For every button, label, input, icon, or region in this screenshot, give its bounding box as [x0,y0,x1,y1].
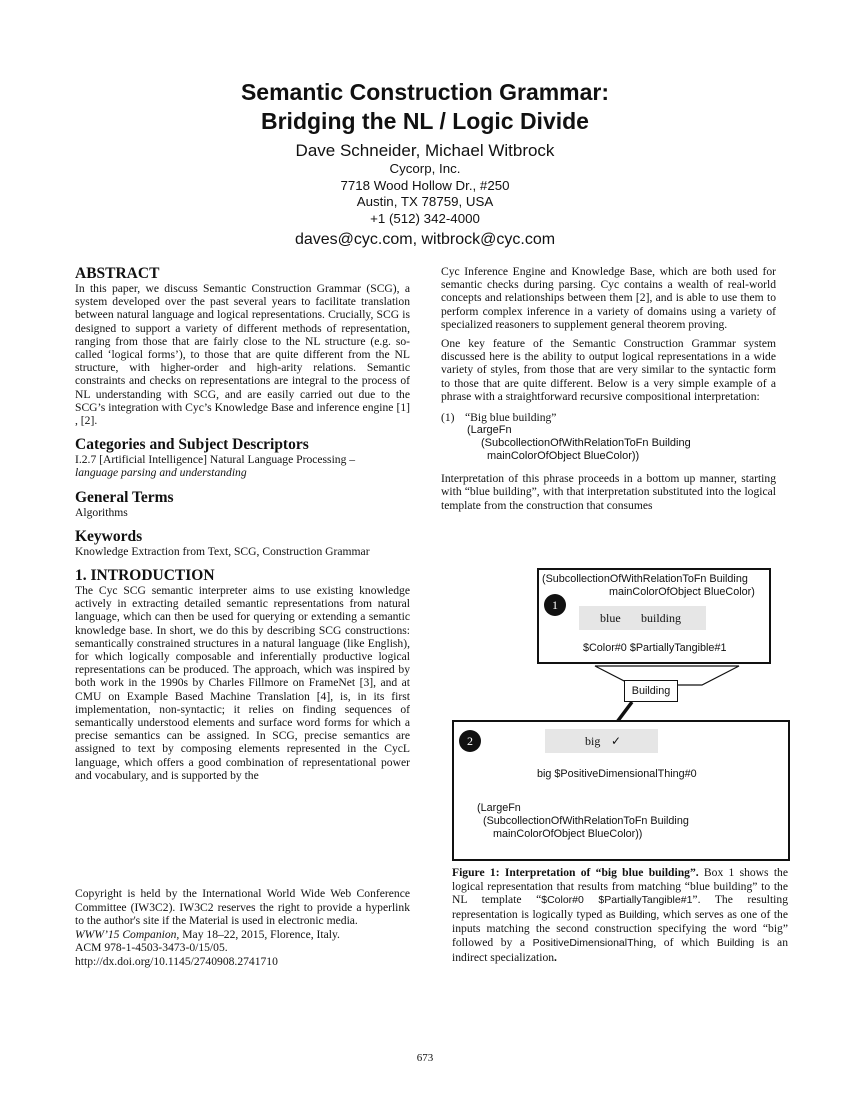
general-terms-text: Algorithms [75,505,128,519]
affiliation-city: Austin, TX 78759, USA [356,194,494,209]
copyright-text: Copyright is held by the International World Wide Web Conference Committee (IW3C2). IW3C2 reserves the right to provide a hyperlink to the author's site if the Material is used in electronic media. [75,887,410,928]
page-number: 673 [416,1052,434,1064]
venue-details: May 18–22, 2015, Florence, Italy. [179,927,340,941]
paper-title [0,78,850,136]
figure-1-caption [452,866,788,964]
categories-descriptor: I.2.7 [Artificial Intelligence] Natural Language Processing – [75,453,356,467]
authors: Dave Schneider, Michael Witbrock [295,141,555,160]
building-type-label: Building [624,680,678,702]
example-code [467,424,776,463]
general-terms-heading: General Terms [75,488,174,506]
copyright-block [75,887,410,969]
figure-box-2 [452,720,790,861]
caption-text-2: ”. The resulting representation is logically typed as [452,893,788,921]
box2-code-line-3: mainColorOfObject BlueColor)) [493,828,643,840]
check-icon: ✓ [611,734,622,748]
chip-word-building: building [641,611,682,625]
categories-text [75,453,410,479]
box2-word-chip [545,729,658,753]
example-number: (1) [441,411,455,425]
affiliation-org: Cycorp, Inc. [389,161,461,176]
right-column [441,265,776,512]
introduction-text: The Cyc SCG semantic interpreter aims to use existing knowledge actively in extracting detailed semantic representations from natural language, which can then be used for querying or extending a semantic knowledge base. In short, we do this by describing SCG constructions: semantically constrained structures in a natural language (like English), for which logically composable and inferentially productive logical representations can be produced. The approach, which was inspired by both work in the 1990s by Charles Fillmore on FrameNet [3], and at CMU on Example Based Machine Translation [4], is, in its first implementation, non-syntactic; it relies on finding sequences of semantically understood elements and surface word forms for which a precise semantics can be assigned. In SCG, precise semantics are assigned to text by composing elements represented in the CycL language, which offers a good combination of representational power and vocabulary, and is supported by the [75,584,410,782]
box1-number-badge: 1 [544,594,566,616]
caption-text-3: , which serves as one of the inputs matching the second construction specifying the word “big” followed by a [452,907,788,949]
example-code-line-2: (SubcollectionOfWithRelationToFn Building [481,437,691,450]
box2-code-line-1: (LargeFn [477,802,521,814]
caption-type-building-2: Building [716,936,755,949]
caption-text-5: is an indirect specialization [452,935,788,964]
title-line-2: Bridging the NL / Logic Divide [261,108,589,134]
example-1 [441,411,776,463]
categories-italic: language parsing and understanding [75,466,247,480]
acm-isbn: ACM 978-1-4503-3473-0/15/05. [75,941,228,955]
figure-box-1 [537,568,771,664]
affiliation [0,161,850,227]
figure-1 [452,563,788,859]
box2-number-badge: 2 [459,730,481,752]
keywords-text: Knowledge Extraction from Text, SCG, Construction Grammar [75,544,370,558]
caption-text-4: , of which [653,935,717,949]
author-emails: daves@cyc.com, witbrock@cyc.com [294,231,556,248]
box2-code-line-2: (SubcollectionOfWithRelationToFn Building [483,815,689,827]
right-para-2: One key feature of the Semantic Construction Grammar system discussed here is the ability to output logical representations in a wide variety of styles, from those that are very similar to the syntactic form to those that are quite different. Below is a very simple example of a phrase with a straightforward recursive compositional interpretation: [441,337,776,403]
caption-template: $Color#0 $PartiallyTangible#1 [541,894,693,907]
right-para-1: Cyc Inference Engine and Knowledge Base, which are both used for semantic checks during parsing. Cyc contains a wealth of real-world concepts and relationships between them [2], and is able to use them to perform complex inference in a variety of domains using a variety of specialized reasoners to supplement general theorem proving. [441,265,776,331]
caption-type-pdt: PositiveDimensionalThing [532,936,654,949]
title-line-1: Semantic Construction Grammar: [240,79,610,105]
example-code-line-3: mainColorOfObject BlueColor)) [487,450,640,463]
abstract-text: In this paper, we discuss Semantic Construction Grammar (SCG), a system developed over the past several years to facilitate translation between natural language and logical representations. Crucially, SCG is designed to support a variety of different methods of representation, ranging from those that are fairly close to the NL structure (e.g. so-called ‘logical forms’), to those that are quite different from the NL structure, with higher-order and high-arity relations. Semantic constraints and checks on representations are integral to the process of NL understanding with SCG, and are easily carried out due to the SCG’s integration with Cyc’s Knowledge Base and inference engine [1] , [2]. [75,282,410,428]
box1-line-1: (SubcollectionOfWithRelationToFn Building [542,573,748,585]
abstract-heading: ABSTRACT [75,265,160,282]
affiliation-street: 7718 Wood Hollow Dr., #250 [340,177,510,193]
example-code-line-1: (LargeFn [467,424,512,437]
example-phrase: “Big blue building” [465,411,557,425]
caption-period: . [554,950,557,964]
introduction-heading: 1. INTRODUCTION [75,567,215,585]
box2-template: big $PositiveDimensionalThing#0 [537,768,697,780]
caption-type-building: Building [619,908,657,921]
doi-link[interactable]: http://dx.doi.org/10.1145/2740908.2741710 [75,954,278,968]
box1-line-2: mainColorOfObject BlueColor) [609,586,755,598]
venue-line [75,928,410,942]
box1-word-chip [579,606,706,630]
keywords-heading: Keywords [75,527,143,545]
venue-name: WWW’15 Companion, [75,927,180,941]
box1-template: $Color#0 $PartiallyTangible#1 [583,642,727,654]
paper-header [0,78,850,250]
right-para-3: Interpretation of this phrase proceeds in a bottom up manner, starting with “blue building”, with that interpretation substituted into the logical template from the construction that consumes [441,472,776,512]
chip-word-blue: blue [600,611,621,625]
affiliation-phone: +1 (512) 342-4000 [370,210,480,226]
chip-word-big: big [585,734,601,748]
caption-title: Figure 1: Interpretation of “big blue building”. [452,866,699,879]
caption-text-1: Box 1 shows the logical representation that results from matching “blue building” to the NL template “ [452,866,789,907]
left-column [75,265,410,782]
categories-heading: Categories and Subject Descriptors [75,436,309,454]
